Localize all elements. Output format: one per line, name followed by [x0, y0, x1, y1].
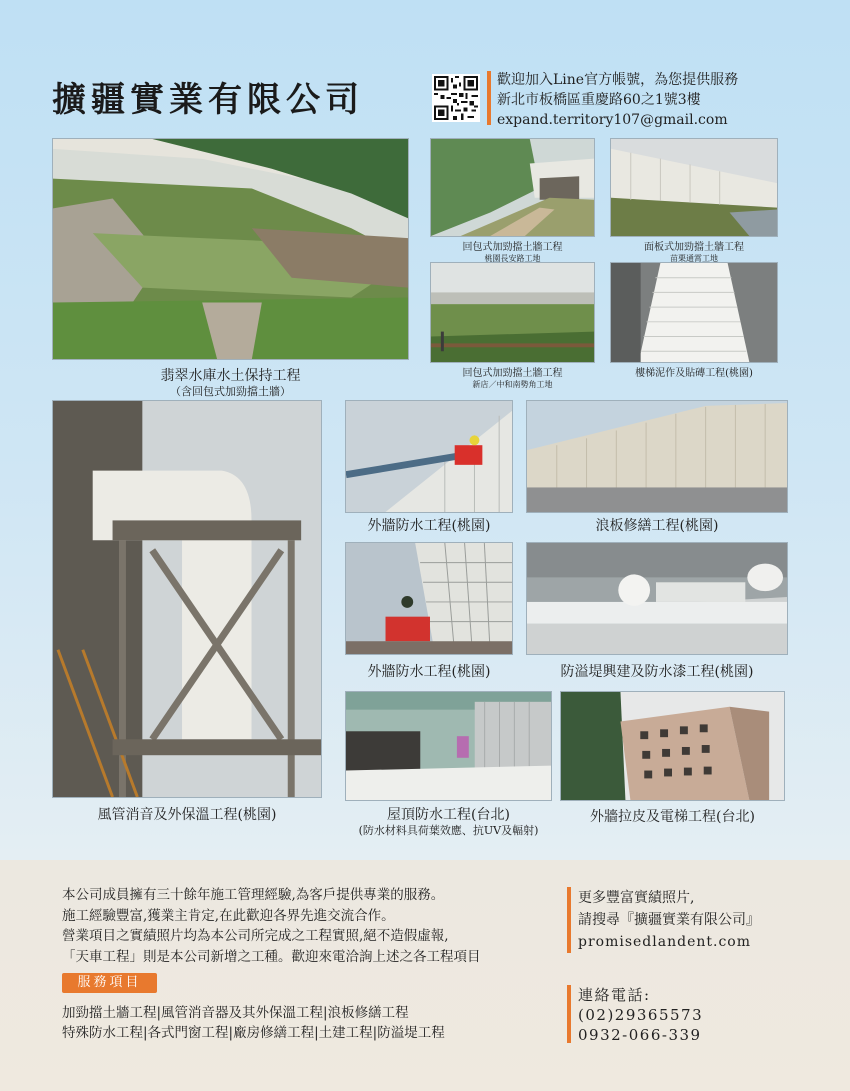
company-name: 擴疆實業有限公司 [52, 80, 364, 120]
email-link[interactable]: expand.territory107@gmail.com [497, 112, 728, 128]
photo-roof-waterproof [345, 691, 552, 801]
caption-facelift-elevator: 外牆拉皮及電梯工程(台北) [590, 809, 755, 825]
services-list: 加勁擋土牆工程|風管消音器及其外保溫工程|浪板修繕工程 特殊防水工程|各式門窗工程|廠房修繕工程|土建工程|防溢堤工程 [62, 1005, 445, 1041]
phone-info [578, 985, 703, 1045]
caption-feicui-reservoir: 翡翠水庫水土保持工程 （含回包式加勁擋土牆） [160, 368, 301, 398]
line-qr-code[interactable] [432, 74, 480, 122]
photo-corrugated-repair [526, 400, 788, 513]
contact-info [497, 70, 738, 130]
caption-xindian-retaining-wall: 回包式加勁擋土牆工程 新店／中和南勢角工地 [462, 368, 563, 389]
address-text: 新北市板橋區重慶路60之1號3樓 [497, 92, 701, 108]
caption-stair-tiling: 樓梯泥作及貼磚工程(桃園) [635, 368, 753, 379]
contact-divider [487, 71, 491, 125]
photo-miaoli-panel-wall [610, 138, 778, 237]
photo-duct-insulation [52, 400, 322, 798]
phone-number-mobile[interactable]: 0932-066-339 [578, 1026, 702, 1044]
company-intro: 本公司成員擁有三十餘年施工管理經驗,為客戶提供專業的服務。 施工經驗豐富,獲業主肯定,在此歡迎各界先進交流合作。 營業項目之實績照片均為本公司所完成之工程實照,絕不造假虛報, 「天車工程」則是本公司新增之工種。歡迎來電洽詢上述之各工程項目 [62, 887, 481, 965]
more-info-divider [567, 887, 571, 953]
phone-label: 連絡電話: [578, 986, 651, 1004]
caption-corrugated-repair: 浪板修繕工程(桃園) [595, 518, 719, 534]
photo-facelift-elevator [560, 691, 785, 801]
caption-taoyuan-retaining-wall: 回包式加勁擋土牆工程 桃園長安路工地 [462, 242, 563, 263]
photo-exterior-waterproof-2 [345, 542, 513, 655]
phone-divider [567, 985, 571, 1043]
caption-spill-dike: 防溢堤興建及防水漆工程(桃園) [560, 664, 754, 680]
photo-taoyuan-retaining-wall [430, 138, 595, 237]
photo-stair-tiling [610, 262, 778, 363]
services-badge: 服務項目 [62, 973, 157, 993]
caption-roof-waterproof: 屋頂防水工程(台北) (防水材料具荷葉效應、抗UV及輻射) [358, 807, 539, 837]
photo-exterior-waterproof-1 [345, 400, 513, 513]
more-info: 更多豐富實績照片, 請搜尋『擴疆實業有限公司』 promisedlandent.com [578, 887, 760, 953]
caption-exterior-waterproof-2: 外牆防水工程(桃園) [367, 664, 491, 680]
phone-number-landline[interactable]: (02)29365573 [578, 1006, 704, 1024]
photo-feicui-reservoir [52, 138, 409, 360]
caption-exterior-waterproof-1: 外牆防水工程(桃園) [367, 518, 491, 534]
caption-miaoli-panel-wall: 面板式加勁擋土牆工程 苗栗通霄工地 [644, 242, 744, 263]
photo-xindian-retaining-wall [430, 262, 595, 363]
photo-spill-dike [526, 542, 788, 655]
line-invite-text: 歡迎加入Line官方帳號，為您提供服務 [497, 72, 739, 88]
caption-duct-insulation: 風管消音及外保溫工程(桃園) [97, 807, 277, 823]
website-link[interactable]: promisedlandent.com [578, 934, 751, 950]
